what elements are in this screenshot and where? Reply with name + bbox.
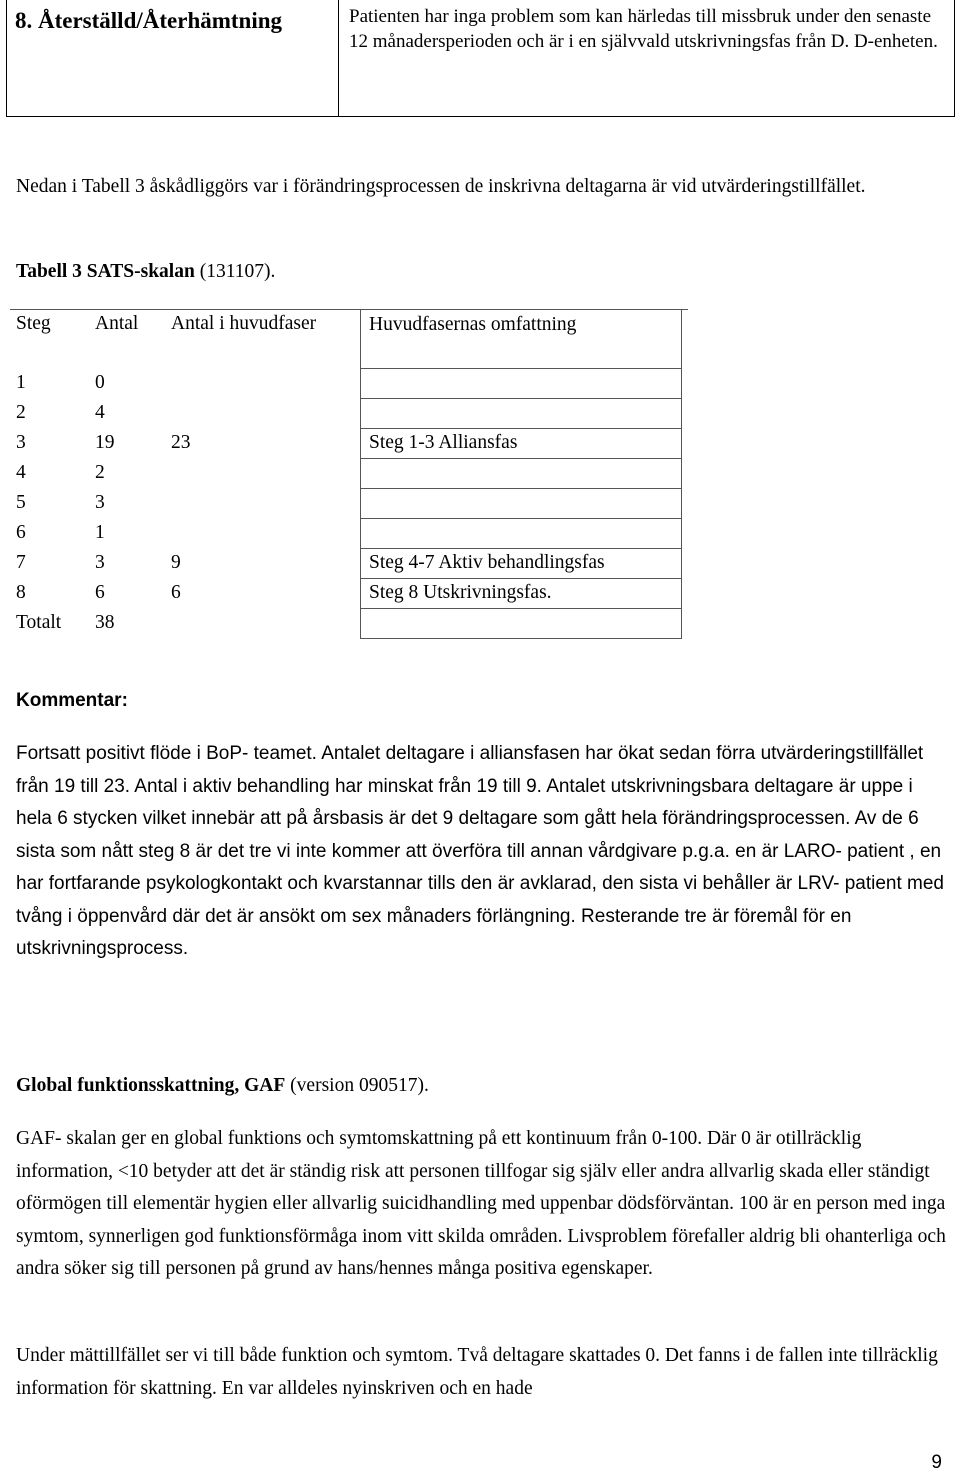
cell-antal-huvudfaser bbox=[165, 459, 361, 489]
cell-antal: 38 bbox=[95, 611, 115, 633]
section-description: Patienten har inga problem som kan härledas till missbruk under den senaste 12 månadersperioden och är i en självvald utskrivningsfas från D. D-enheten. bbox=[349, 6, 938, 52]
cell-antal: 2 bbox=[95, 461, 105, 483]
cell-antal: 6 bbox=[95, 581, 105, 603]
table-caption-date: (131107). bbox=[194, 261, 276, 282]
cell-antal-huvudfaser bbox=[165, 489, 361, 519]
cell-omfattning: Steg 8 Utskrivningsfas. bbox=[361, 579, 682, 609]
gaf-heading bbox=[16, 1070, 429, 1102]
cell-antal-huvudfaser: 6 bbox=[171, 581, 181, 603]
gaf-paragraph-2: Under mättillfället ser vi till både funktion och symtom. Två deltagare skattades 0. Det fanns i de fallen inte tillräcklig information för skattning. En var alldeles nyinskriven och en hade bbox=[16, 1345, 938, 1399]
comment-body: Fortsatt positivt flöde i BoP- teamet. Antalet deltagare i alliansfasen har ökat sedan förra utvärderingstillfället från 19 till 23. Antal i aktiv behandling har minskat från 19 till 9. Antalet utskrivningsbara deltagare är uppe i hela 6 stycken vilket innebär att på årsbasis är det 9 deltagare som gått hela förändringsprocessen. Av de 6 sista som nått steg 8 är det tre vi inte kommer att överföra till annan vårdgivare p.g.a. en är LARO- patient , en har fortfarande psykologkontakt och kvarstannar tills den är avklarad, den sista vi behåller är LRV- patient med tvång i öppenvård där det är ansökt om sex månaders förlängning. Resterande tre är föremål för en utskrivningsprocess. bbox=[16, 743, 944, 959]
header-omfattning: Huvudfasernas omfattning bbox=[361, 310, 682, 369]
cell-steg: 3 bbox=[16, 431, 26, 453]
table-row bbox=[10, 459, 682, 489]
cell-steg: 6 bbox=[16, 521, 26, 543]
cell-steg: 5 bbox=[16, 491, 26, 513]
page-number: 9 bbox=[931, 1452, 942, 1473]
cell-omfattning bbox=[361, 369, 682, 399]
table-caption-bold: Tabell 3 SATS-skalan bbox=[16, 261, 195, 282]
table-row bbox=[10, 429, 682, 459]
cell-antal: 0 bbox=[95, 371, 105, 393]
cell-steg: Totalt bbox=[16, 611, 62, 633]
cell-steg: 7 bbox=[16, 551, 26, 573]
section-title: 8. Återställd/Återhämtning bbox=[7, 0, 339, 116]
cell-antal-huvudfaser: 9 bbox=[171, 551, 181, 573]
section-box bbox=[6, 0, 955, 117]
cell-antal-huvudfaser bbox=[165, 399, 361, 429]
gaf-heading-bold: Global funktionsskattning, GAF bbox=[16, 1075, 286, 1096]
table-row bbox=[10, 579, 682, 609]
cell-antal-huvudfaser bbox=[165, 369, 361, 399]
table-row bbox=[10, 489, 682, 519]
cell-omfattning: Steg 1-3 Alliansfas bbox=[361, 429, 682, 459]
cell-steg: 4 bbox=[16, 461, 26, 483]
table-row bbox=[10, 519, 682, 549]
cell-antal-huvudfaser bbox=[165, 609, 361, 639]
cell-omfattning bbox=[361, 519, 682, 549]
table-caption bbox=[16, 256, 275, 288]
header-steg: Steg bbox=[16, 312, 51, 334]
header-antal: Antal bbox=[95, 312, 139, 334]
cell-antal-huvudfaser bbox=[165, 519, 361, 549]
cell-antal: 19 bbox=[95, 431, 115, 453]
sats-table bbox=[10, 309, 682, 639]
cell-omfattning bbox=[361, 609, 682, 639]
cell-antal: 1 bbox=[95, 521, 105, 543]
cell-omfattning bbox=[361, 459, 682, 489]
cell-omfattning bbox=[361, 399, 682, 429]
table-row bbox=[10, 609, 682, 639]
cell-antal: 3 bbox=[95, 491, 105, 513]
cell-antal: 4 bbox=[95, 401, 105, 423]
gaf-paragraph-1: GAF- skalan ger en global funktions och symtomskattning på ett kontinuum från 0-100. Där 0 är otillräcklig information, <10 betyder att det är ständig risk att personen tillfogar sig själv eller andra allvarlig skada eller ständigt oförmögen till elementär hygien eller allvarlig suicidhandling med uppenbar dödsförväntan. 100 är en person med inga symtom, synnerligen god funktionsförmåga inom vitt skilda områden. Livsproblem förefaller aldrig bli ohanterliga och andra söker sig till personen på grund av hans/hennes många positiva egenskaper. bbox=[16, 1128, 946, 1279]
table-row bbox=[10, 369, 682, 399]
table-header-row bbox=[10, 310, 682, 369]
header-antal-huvudfaser: Antal i huvudfaser bbox=[171, 312, 317, 334]
comment-heading: Kommentar: bbox=[16, 690, 128, 711]
cell-antal-huvudfaser: 23 bbox=[171, 431, 191, 453]
table-row bbox=[10, 399, 682, 429]
intro-paragraph: Nedan i Tabell 3 åskådliggörs var i förändringsprocessen de inskrivna deltagarna är vid utvärderingstillfället. bbox=[16, 176, 866, 197]
gaf-heading-version: (version 090517). bbox=[285, 1075, 429, 1096]
cell-omfattning bbox=[361, 489, 682, 519]
table-row bbox=[10, 549, 682, 579]
cell-steg: 2 bbox=[16, 401, 26, 423]
cell-omfattning: Steg 4-7 Aktiv behandlingsfas bbox=[361, 549, 682, 579]
cell-antal: 3 bbox=[95, 551, 105, 573]
cell-steg: 8 bbox=[16, 581, 26, 603]
cell-steg: 1 bbox=[16, 371, 26, 393]
